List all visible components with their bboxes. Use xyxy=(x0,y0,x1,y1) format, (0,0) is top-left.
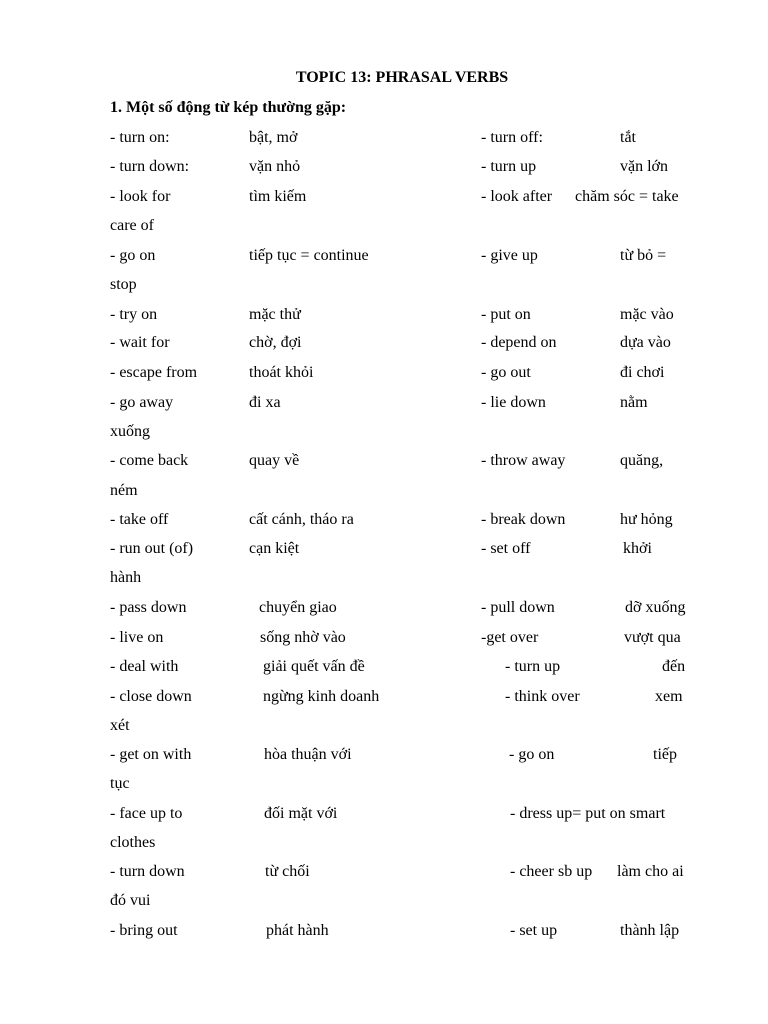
left-meaning: cất cánh, tháo ra xyxy=(249,511,354,528)
left-term: - go on xyxy=(110,247,156,264)
left-term: - take off xyxy=(110,511,169,528)
left-term: - run out (of) xyxy=(110,540,194,557)
left-meaning: tìm kiếm xyxy=(249,188,307,205)
right-meaning: chăm sóc = take xyxy=(575,188,679,205)
left-term: - get on with xyxy=(110,746,192,763)
left-meaning: đi xa xyxy=(249,394,281,411)
left-term: - turn on: xyxy=(110,129,170,146)
wrapped-continuation: ném xyxy=(110,482,138,499)
right-meaning: tiếp xyxy=(653,746,677,763)
left-term: - deal with xyxy=(110,658,179,675)
left-term: - face up to xyxy=(110,805,183,822)
right-term: - put on xyxy=(481,306,531,323)
right-term: - go on xyxy=(509,746,555,763)
right-meaning: xem xyxy=(655,688,683,705)
left-meaning: ngừng kinh doanh xyxy=(263,688,380,705)
left-meaning: sống nhờ vào xyxy=(260,629,346,646)
left-meaning: chuyển giao xyxy=(259,599,337,616)
wrapped-continuation: tục xyxy=(110,775,130,792)
right-term: - give up xyxy=(481,247,538,264)
wrapped-continuation: hành xyxy=(110,569,142,586)
right-term: - throw away xyxy=(481,452,566,469)
left-term: - look for xyxy=(110,188,171,205)
right-term: - think over xyxy=(505,688,580,705)
left-term: - come back xyxy=(110,452,189,469)
page-title: TOPIC 13: PHRASAL VERBS xyxy=(295,69,509,86)
right-term: - break down xyxy=(481,511,566,528)
right-meaning: hư hỏng xyxy=(620,511,673,528)
left-meaning: phát hành xyxy=(266,922,329,939)
right-term: - go out xyxy=(481,364,531,381)
right-meaning: nằm xyxy=(620,394,648,411)
left-term: - pass down xyxy=(110,599,187,616)
left-meaning: tiếp tục = continue xyxy=(249,247,369,264)
left-meaning: đối mặt với xyxy=(264,805,338,822)
right-term: - lie down xyxy=(481,394,546,411)
right-term: - turn up xyxy=(481,158,537,175)
right-meaning: vặn lớn xyxy=(620,158,669,175)
right-meaning: từ bỏ = xyxy=(620,247,667,264)
right-meaning: tắt xyxy=(620,129,636,146)
left-meaning: thoát khỏi xyxy=(249,364,314,381)
right-term: - cheer sb up xyxy=(510,863,593,880)
left-term: - turn down: xyxy=(110,158,190,175)
right-meaning: khởi xyxy=(623,540,652,557)
left-term: - live on xyxy=(110,629,164,646)
left-term: - close down xyxy=(110,688,192,705)
left-meaning: vặn nhỏ xyxy=(249,158,301,175)
left-term: - go away xyxy=(110,394,174,411)
left-term: - bring out xyxy=(110,922,178,939)
right-meaning: đi chơi xyxy=(620,364,665,381)
right-meaning: làm cho ai xyxy=(617,863,684,880)
left-meaning: hòa thuận với xyxy=(264,746,352,763)
right-term: - turn off: xyxy=(481,129,543,146)
right-meaning: dỡ xuống xyxy=(625,599,686,616)
wrapped-continuation: xét xyxy=(110,717,130,734)
right-term: - look after xyxy=(481,188,553,205)
left-term: - turn down xyxy=(110,863,185,880)
right-meaning: mặc vào xyxy=(620,306,674,323)
left-meaning: chờ, đợi xyxy=(249,334,302,351)
wrapped-continuation: đó vui xyxy=(110,892,151,909)
right-meaning: thành lập xyxy=(620,922,680,939)
right-term: - depend on xyxy=(481,334,557,351)
left-term: - escape from xyxy=(110,364,198,381)
section-heading: 1. Một số động từ kép thường gặp: xyxy=(110,99,347,116)
left-meaning: quay về xyxy=(249,452,300,469)
wrapped-continuation: xuống xyxy=(110,423,150,440)
left-meaning: cạn kiệt xyxy=(249,540,300,557)
right-term: - turn up xyxy=(505,658,561,675)
right-term: - dress up= put on smart xyxy=(510,805,666,822)
right-meaning: đến xyxy=(662,658,686,675)
left-meaning: giải quết vấn đề xyxy=(263,658,365,675)
right-term: - set off xyxy=(481,540,531,557)
right-meaning: vượt qua xyxy=(624,629,681,646)
wrapped-continuation: stop xyxy=(110,276,137,293)
right-term: - set up xyxy=(510,922,558,939)
wrapped-continuation: care of xyxy=(110,217,154,234)
right-term: - pull down xyxy=(481,599,555,616)
left-meaning: mặc thử xyxy=(249,306,301,323)
left-meaning: bật, mở xyxy=(249,129,298,146)
right-term: -get over xyxy=(481,629,539,646)
left-term: - try on xyxy=(110,306,158,323)
left-term: - wait for xyxy=(110,334,170,351)
left-meaning: từ chối xyxy=(265,863,310,880)
wrapped-continuation: clothes xyxy=(110,834,156,851)
right-meaning: quăng, xyxy=(620,452,664,469)
right-meaning: dựa vào xyxy=(620,334,671,351)
